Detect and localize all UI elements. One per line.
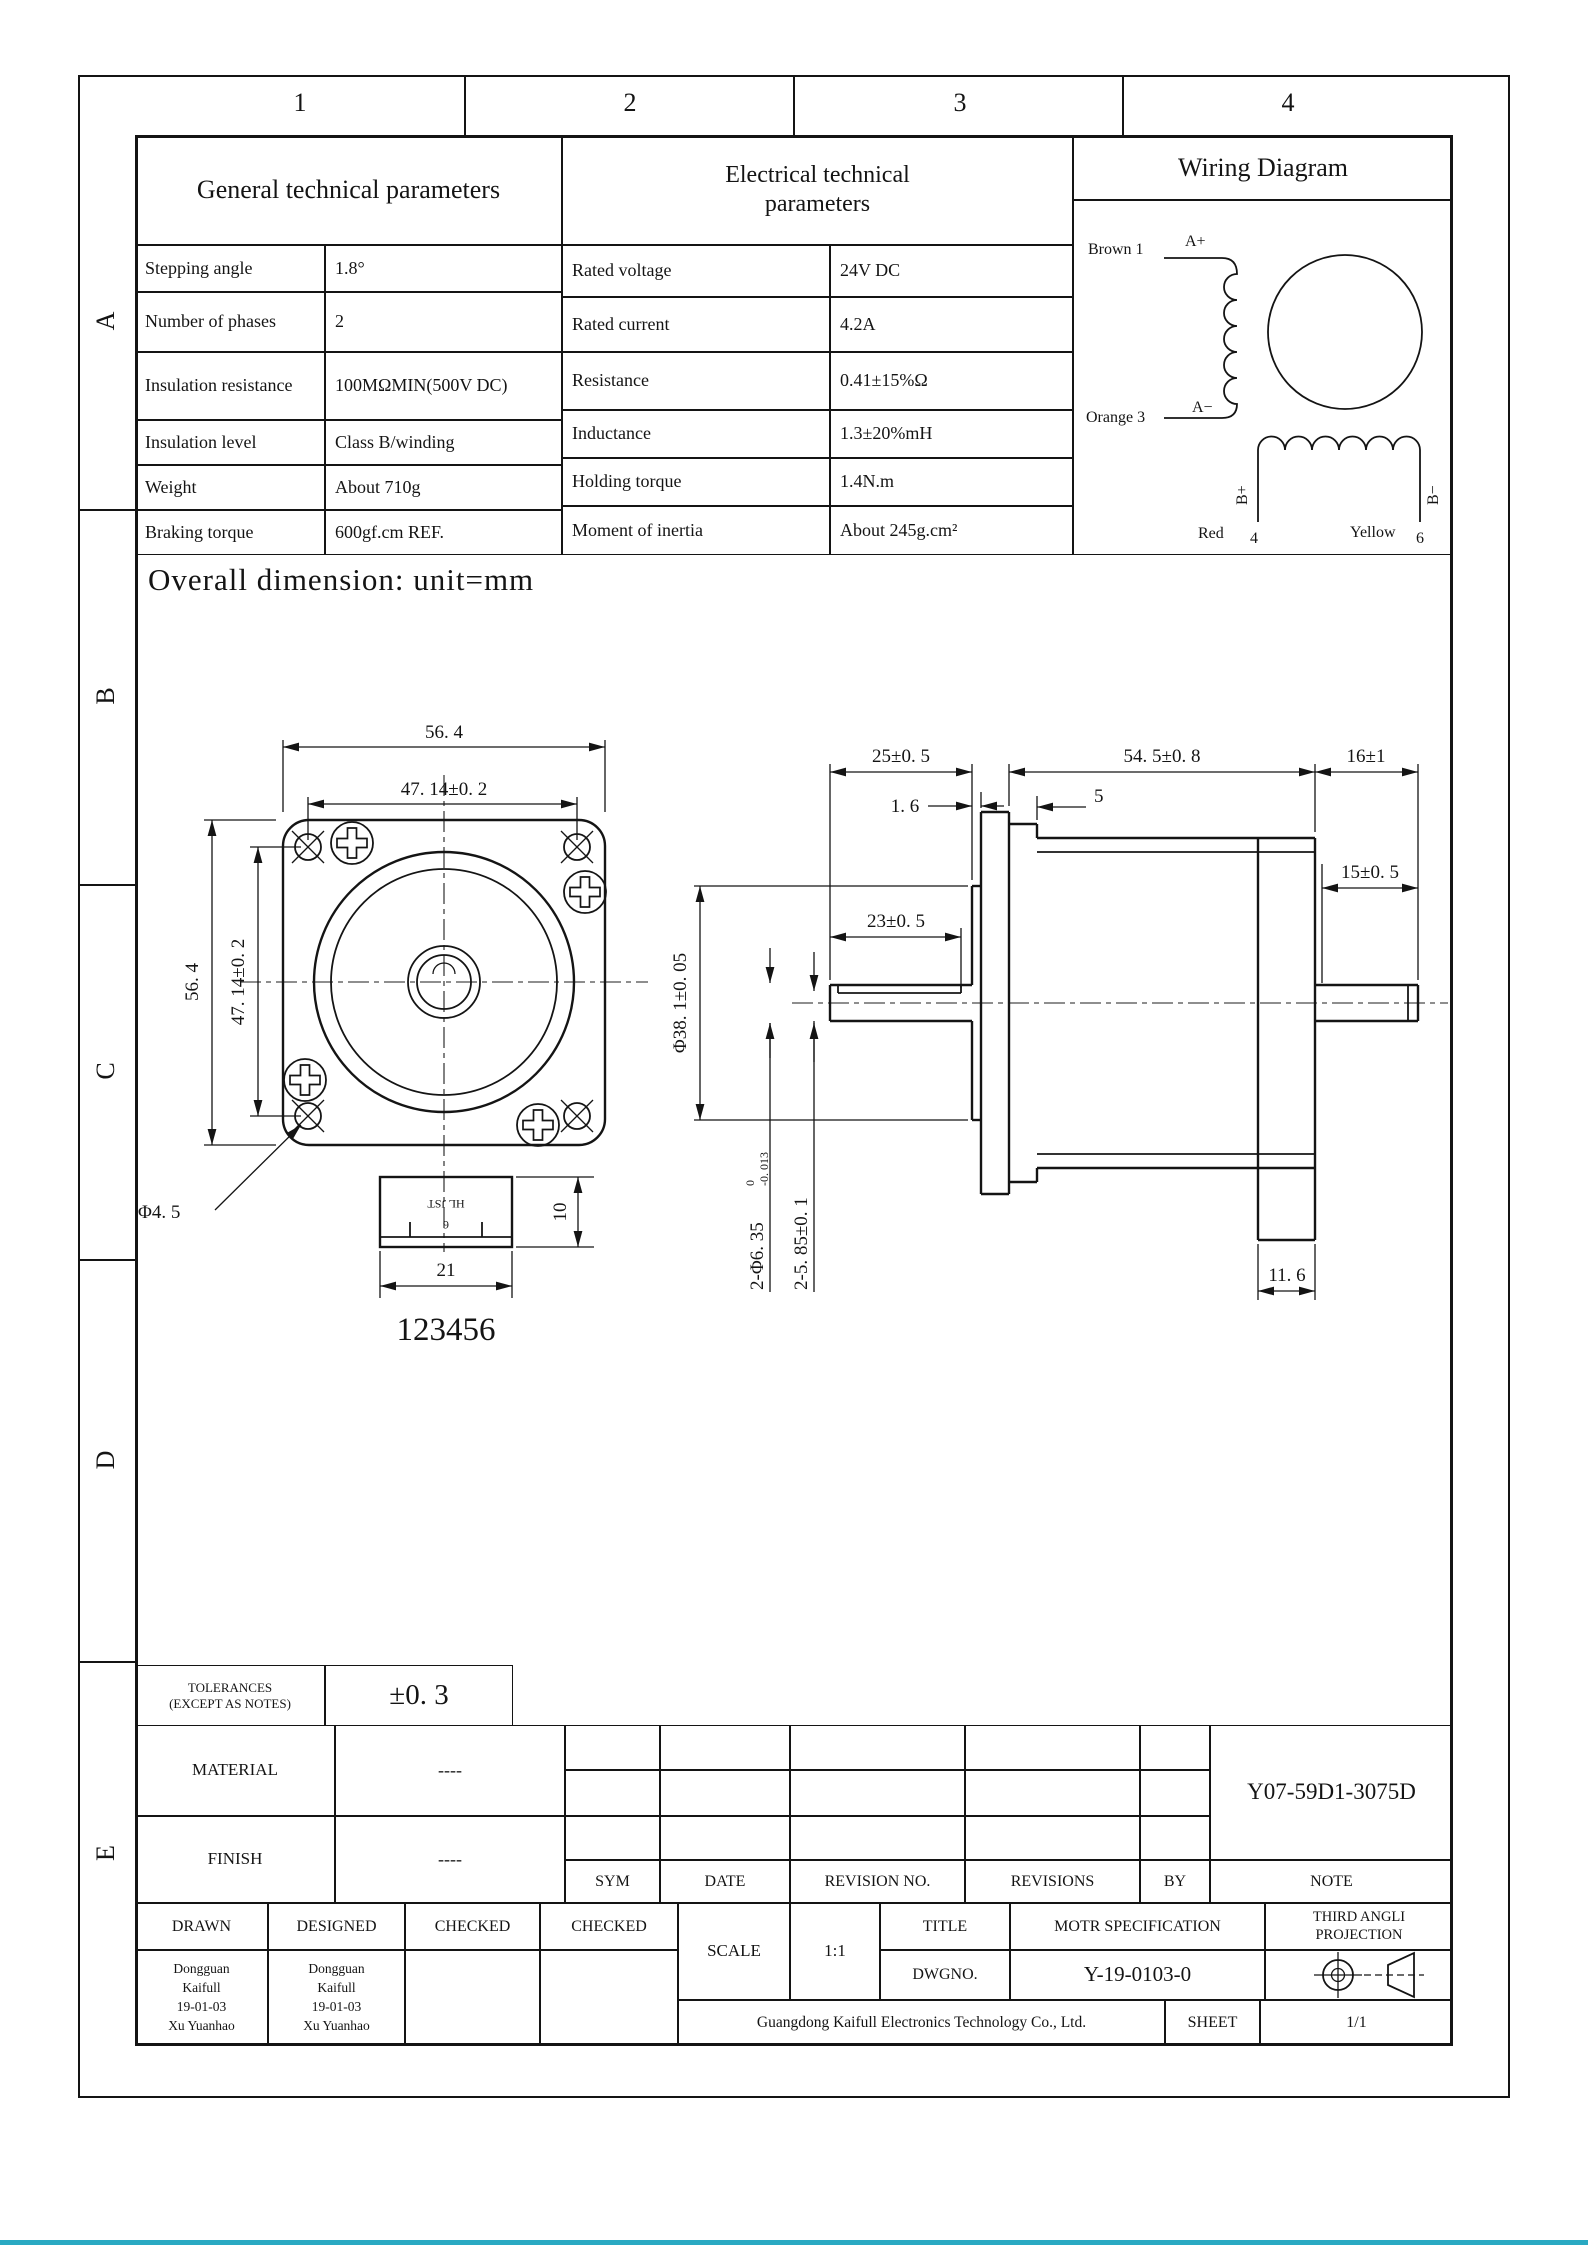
- drawn-line: Xu Yuanhao: [168, 2017, 235, 2033]
- electrical-table-title: [562, 135, 1073, 245]
- general-table-title: General technical parameters: [135, 135, 562, 245]
- revision-cell: [1140, 1725, 1210, 1770]
- checked-signature-2: [540, 1950, 678, 2046]
- dimension-section-title: Overall dimension: unit=mm: [148, 562, 535, 597]
- title-value: MOTR SPECIFICATION: [1010, 1903, 1265, 1950]
- revision-cell: [790, 1770, 965, 1816]
- designed-line: 19-01-03: [311, 1999, 362, 2014]
- zone-column-3: 3: [953, 88, 967, 117]
- shaft-dia-tol-lower: -0. 013: [757, 1152, 771, 1186]
- drawn-line: Dongguan: [173, 1961, 230, 1977]
- zone-row-e: E: [91, 1845, 120, 1861]
- general-row-label: Stepping angle: [135, 245, 325, 292]
- electrical-title-line1: Electrical technical: [725, 161, 910, 188]
- shaft-dia-tol-upper: 0: [743, 1180, 757, 1186]
- general-row-label: Insulation level: [135, 420, 325, 465]
- checked-signature-1: [405, 1950, 540, 2046]
- dim-shaft-flat-length: 23±0. 5: [867, 911, 925, 932]
- zone-row-d: D: [91, 1450, 120, 1470]
- company-name: Guangdong Kaifull Electronics Technology Co., Ltd.: [678, 2000, 1165, 2046]
- designed-signature: [268, 1950, 405, 2046]
- projection-line2: PROJECTION: [1315, 1926, 1403, 1943]
- wire-pin-4: 4: [1250, 530, 1258, 547]
- general-row-value: 100MΩMIN(500V DC): [325, 352, 562, 420]
- projection-symbol-cell: [1265, 1950, 1453, 2000]
- designed-line: Kaifull: [317, 1980, 356, 1996]
- shaft-flat-depth-text: 2-5. 85±0. 1: [791, 1197, 812, 1290]
- dim-rear-length: 16±1: [1346, 746, 1386, 767]
- zone-row-a: A: [91, 311, 120, 331]
- general-row-value: Class B/winding: [325, 420, 562, 465]
- drawn-line: 19-01-03: [176, 1999, 227, 2014]
- dim-front-shaft-length: 25±0. 5: [872, 746, 930, 767]
- scale-value: 1:1: [790, 1903, 880, 2000]
- zone-tick-left-3: [78, 1259, 135, 1261]
- general-row-label: Weight: [135, 465, 325, 510]
- drawn-header: DRAWN: [135, 1903, 268, 1950]
- revision-cell: [1140, 1816, 1210, 1860]
- revision-header-note: NOTE: [1210, 1860, 1453, 1903]
- dim-rear-shaft-length: 15±0. 5: [1341, 862, 1399, 883]
- electrical-row-value: 4.2A: [830, 297, 1073, 352]
- revision-cell: [660, 1816, 790, 1860]
- revision-cell: [565, 1816, 660, 1860]
- wire-label-red: Red: [1198, 525, 1224, 542]
- revision-cell: [660, 1725, 790, 1770]
- sheet-label: SHEET: [1165, 2000, 1260, 2046]
- dim-hole-diameter: Φ4. 5: [138, 1202, 181, 1223]
- dim-pilot-diameter: Φ38. 1±0. 05: [670, 952, 691, 1054]
- wire-pin-6: 6: [1416, 530, 1424, 547]
- revision-header-revision-no: REVISION NO.: [790, 1860, 965, 1903]
- electrical-row-value: 24V DC: [830, 245, 1073, 297]
- checked-header-1: CHECKED: [405, 1903, 540, 1950]
- electrical-row-value: 1.3±20%mH: [830, 410, 1073, 458]
- pin-numbers-label: 123456: [396, 1312, 496, 1348]
- dim-height-outer: 56. 4: [182, 963, 203, 1001]
- revision-cell: [565, 1725, 660, 1770]
- zone-tick-top-1: [464, 75, 466, 135]
- wire-label-brown: Brown 1: [1088, 241, 1144, 258]
- dim-rear-boss-width: 11. 6: [1268, 1265, 1306, 1286]
- shaft-dia-text: 2-Φ6. 35: [747, 1222, 768, 1290]
- dwg-no-label: DWGNO.: [880, 1950, 1010, 2000]
- wire-label-orange: Orange 3: [1086, 409, 1146, 426]
- revision-cell: [965, 1770, 1140, 1816]
- dim-height-holes: 47. 14±0. 2: [228, 938, 249, 1026]
- electrical-row-label: Holding torque: [562, 458, 830, 506]
- revision-cell: [790, 1816, 965, 1860]
- general-row-value: 2: [325, 292, 562, 352]
- revision-header-by: BY: [1140, 1860, 1210, 1903]
- revision-cell: [790, 1725, 965, 1770]
- dwg-no-value: Y-19-0103-0: [1010, 1950, 1265, 2000]
- zone-column-4: 4: [1281, 88, 1295, 117]
- material-value: ----: [335, 1725, 565, 1816]
- zone-column-1: 1: [293, 88, 307, 117]
- drawn-signature: [135, 1950, 268, 2046]
- general-row-label: Braking torque: [135, 510, 325, 555]
- projection-line1: THIRD ANGLI: [1312, 1908, 1406, 1925]
- checked-header-2: CHECKED: [540, 1903, 678, 1950]
- revision-cell: [1140, 1770, 1210, 1816]
- zone-row-b: B: [91, 687, 120, 705]
- finish-label: FINISH: [135, 1816, 335, 1903]
- zone-tick-left-2: [78, 884, 135, 886]
- electrical-row-value: About 245g.cm²: [830, 506, 1073, 555]
- electrical-row-label: Rated voltage: [562, 245, 830, 297]
- dim-width-holes: 47. 14±0. 2: [400, 779, 488, 800]
- designed-line: Dongguan: [308, 1961, 365, 1977]
- revision-header-date: DATE: [660, 1860, 790, 1903]
- revision-header-sym: SYM: [565, 1860, 660, 1903]
- finish-value: ----: [335, 1816, 565, 1903]
- tolerances-label-line2: (EXCEPT AS NOTES): [169, 1695, 291, 1711]
- general-row-value: 600gf.cm REF.: [325, 510, 562, 555]
- revision-cell: [565, 1770, 660, 1816]
- material-label: MATERIAL: [135, 1725, 335, 1816]
- terminal-label-a-minus: A−: [1192, 399, 1213, 416]
- zone-tick-left-1: [78, 509, 135, 511]
- projection-label: [1265, 1903, 1453, 1950]
- dim-pilot-boss-height: 1. 6: [890, 796, 920, 817]
- title-label: TITLE: [880, 1903, 1010, 1950]
- sc​ale-label: SCALE: [678, 1903, 790, 2000]
- terminal-b-minus-text: B−: [1425, 485, 1442, 505]
- electrical-row-value: 0.41±15%Ω: [830, 352, 1073, 410]
- zone-row-c: C: [91, 1062, 120, 1080]
- tolerances-label-line1: TOLERANCES: [187, 1679, 273, 1695]
- connector-marking-2: 6: [443, 1218, 449, 1232]
- dim-connector-width: 21: [436, 1260, 456, 1281]
- wiring-diagram-title: Wiring Diagram: [1073, 135, 1453, 200]
- terminal-b-plus-text: B+: [1234, 485, 1251, 505]
- electrical-row-label: Inductance: [562, 410, 830, 458]
- dim-width-outer: 56. 4: [425, 722, 463, 743]
- electrical-title-line2: parameters: [764, 191, 871, 217]
- tolerances-label: [135, 1665, 325, 1726]
- general-row-value: 1.8°: [325, 245, 562, 292]
- zone-tick-top-2: [793, 75, 795, 135]
- zone-tick-top-3: [1122, 75, 1124, 135]
- dim-body-length: 54. 5±0. 8: [1123, 746, 1201, 767]
- connector-marking: HL JST: [427, 1197, 465, 1211]
- wire-label-yellow: Yellow: [1350, 524, 1396, 541]
- electrical-row-label: Moment of inertia: [562, 506, 830, 555]
- zone-column-2: 2: [623, 88, 637, 117]
- dim-front-cap-depth: 5: [1094, 786, 1104, 807]
- general-row-value: About 710g: [325, 465, 562, 510]
- revision-cell: [660, 1770, 790, 1816]
- electrical-row-label: Rated current: [562, 297, 830, 352]
- drawn-line: Kaifull: [182, 1980, 221, 1996]
- revision-cell: [965, 1816, 1140, 1860]
- general-row-label: Number of phases: [135, 292, 325, 352]
- part-number: Y07-59D1-3075D: [1210, 1725, 1453, 1860]
- revision-cell: [965, 1725, 1140, 1770]
- designed-header: DESIGNED: [268, 1903, 405, 1950]
- zone-tick-left-4: [78, 1661, 135, 1663]
- electrical-row-value: 1.4N.m: [830, 458, 1073, 506]
- bottom-accent-line: [0, 2240, 1588, 2245]
- designed-line: Xu Yuanhao: [303, 2017, 370, 2033]
- tolerances-value: ±0. 3: [325, 1665, 513, 1726]
- dim-connector-height: 10: [550, 1202, 571, 1222]
- terminal-label-a-plus: A+: [1185, 233, 1206, 250]
- revision-header-revisions: REVISIONS: [965, 1860, 1140, 1903]
- wiring-diagram-canvas: [1073, 200, 1453, 555]
- general-row-label: Insulation resistance: [135, 352, 325, 420]
- electrical-row-label: Resistance: [562, 352, 830, 410]
- sheet-value: 1/1: [1260, 2000, 1453, 2046]
